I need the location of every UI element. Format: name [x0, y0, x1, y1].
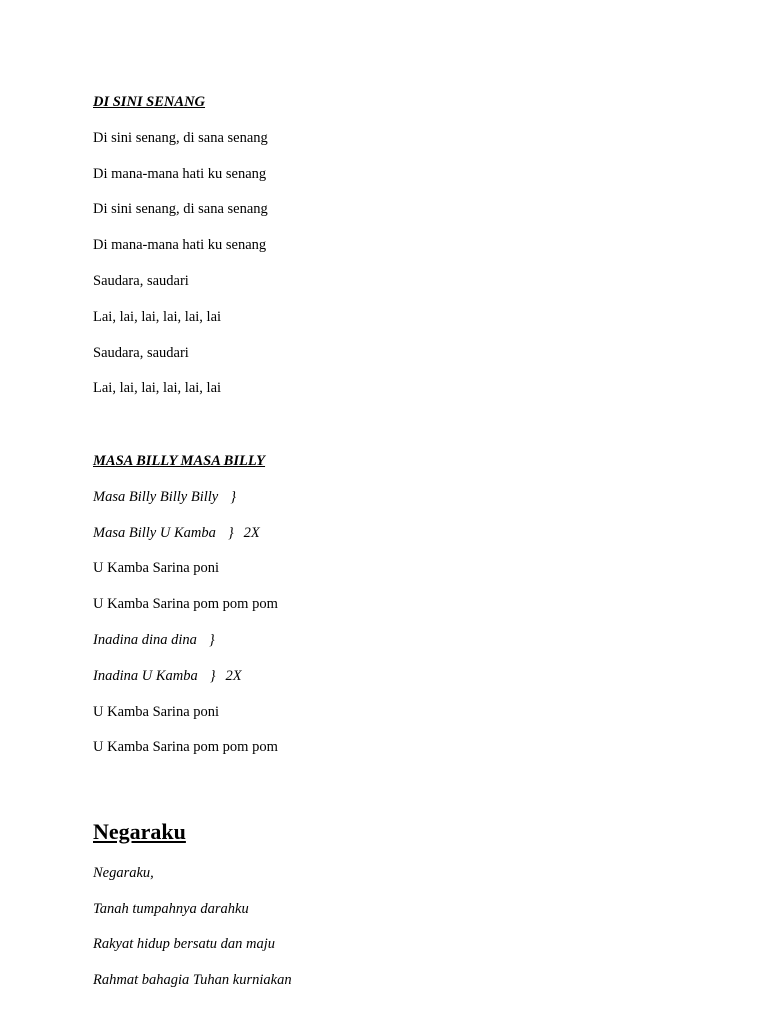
- lyric-line: Di mana-mana hati ku senang: [93, 165, 267, 182]
- lyric-line: Negaraku,: [93, 864, 154, 881]
- lyric-line: U Kamba Sarina poni: [93, 703, 220, 720]
- repeat-bracket: }: [208, 631, 215, 648]
- lyric-line: Lai, lai, lai, lai, lai, lai: [93, 380, 222, 397]
- song-title: Negaraku: [93, 819, 186, 844]
- lyric-line: Masa Billy U Kamba } 2X: [93, 524, 260, 541]
- lyric-line: Rahmat bahagia Tuhan kurniakan: [93, 972, 292, 989]
- lyric-line: Tanah tumpahnya darahku: [93, 900, 249, 917]
- lyric-line: Di mana-mana hati ku senang: [93, 237, 267, 254]
- lyric-line: Inadina U Kamba } 2X: [93, 667, 242, 684]
- lyric-line: U Kamba Sarina pom pom pom: [93, 596, 278, 613]
- lyric-line: Di sini senang, di sana senang: [93, 129, 268, 146]
- lyric-line: Masa Billy Billy Billy }: [93, 488, 237, 505]
- lyric-line: Inadina dina dina }: [93, 631, 215, 648]
- lyric-line: Saudara, saudari: [93, 344, 189, 361]
- song-masa-billy: [93, 451, 278, 757]
- repeat-count: 2X: [243, 524, 260, 541]
- repeat-count: 2X: [225, 667, 242, 684]
- song-negaraku: [93, 817, 292, 990]
- repeat-bracket: }: [230, 488, 237, 505]
- lyric-line: Rakyat hidup bersatu dan maju: [93, 936, 276, 953]
- song-title: MASA BILLY MASA BILLY: [93, 453, 266, 469]
- song-di-sini-senang: [93, 92, 268, 398]
- repeat-bracket: }: [209, 667, 216, 684]
- lyric-line: U Kamba Sarina pom pom pom: [93, 739, 278, 756]
- lyric-line: Di sini senang, di sana senang: [93, 201, 268, 218]
- lyric-line: U Kamba Sarina poni: [93, 560, 220, 577]
- lyric-line: Lai, lai, lai, lai, lai, lai: [93, 308, 222, 325]
- lyric-line: Saudara, saudari: [93, 272, 189, 289]
- repeat-bracket: }: [227, 524, 234, 541]
- song-title: DI SINI SENANG: [93, 94, 206, 110]
